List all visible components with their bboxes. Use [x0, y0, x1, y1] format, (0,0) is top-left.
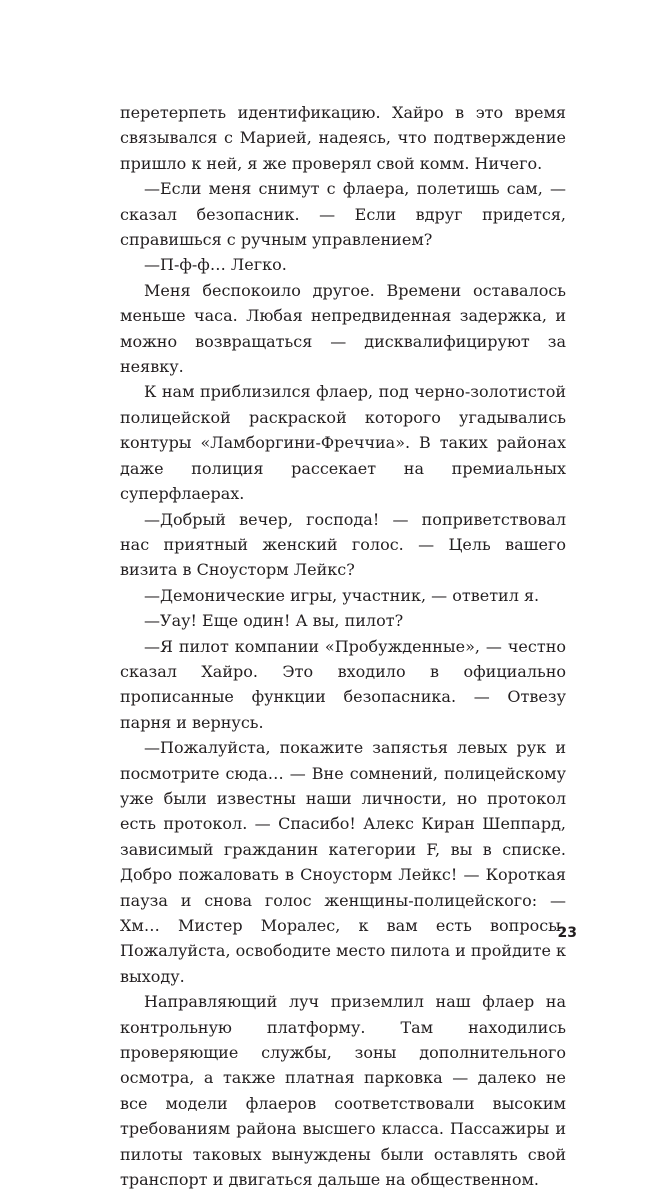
paragraph: —П-ф-ф… Легко. — [144, 255, 287, 275]
paragraph: —Если меня снимут с флаера, полетишь сам, — сказал безопасник. — Если вдруг придется, справишься с ручным управлением? — [120, 179, 566, 250]
page-number: 23 — [557, 925, 577, 941]
paragraph: К нам приблизился флаер, под черно-золотистой полицейской раскраской которого угадывались контуры «Ламборгини-Фреччиа». В таких районах даже полиция рассекает на премиальных суперфлаерах. — [120, 382, 566, 504]
paragraph: перетерпеть идентификацию. Хайро в это время связывался с Марией, надеясь, что подтверждение пришло к ней, я же проверял свой комм. Ничего. — [120, 103, 566, 173]
paragraph: Направляющий луч приземлил наш флаер на контрольную платформу. Там находились проверяющие службы, зоны дополнительного осмотра, а также платная парковка — далеко не все модели флаеров соответствовали высоким требованиям района высшего класса. Пассажиры и пилоты таковых вынуждены были оставлять свой транспорт и двигаться дальше на общественном. — [120, 992, 566, 1190]
paragraph: Меня беспокоило другое. Времени оставалось меньше часа. Любая непредвиденная задержка, и можно возвращаться — дисквалифицируют за неявку. — [120, 280, 566, 377]
paragraph: —Добрый вечер, господа! — поприветствовал нас приятный женский голос. — Цель вашего визита в Сноусторм Лейкс? — [120, 509, 566, 580]
body-text — [120, 100, 566, 1192]
paragraph: —Пожалуйста, покажите запястья левых рук и посмотрите сюда… — Вне сомнений, полицейскому уже были известны наши личности, но протокол есть протокол. — Спасибо! Алекс Киран Шеппард, зависимый гражданин категории F, вы в списке. Добро пожаловать в Сноусторм Лейкс! — Короткая пауза и снова голос женщины-полицейского: — Хм… Мистер Моралес, к вам есть вопросы. Пожалуйста, освободите место пилота и пройдите к выходу. — [120, 738, 566, 986]
paragraph: —Демонические игры, участник, — ответил я. — [144, 585, 540, 605]
paragraph: —Я пилот компании «Пробужденные», — честно сказал Хайро. Это входило в официально прописанные функции безопасника. — Отвезу парня и вернусь. — [120, 636, 566, 732]
paragraph: —Уау! Еще один! А вы, пилот? — [144, 611, 404, 631]
